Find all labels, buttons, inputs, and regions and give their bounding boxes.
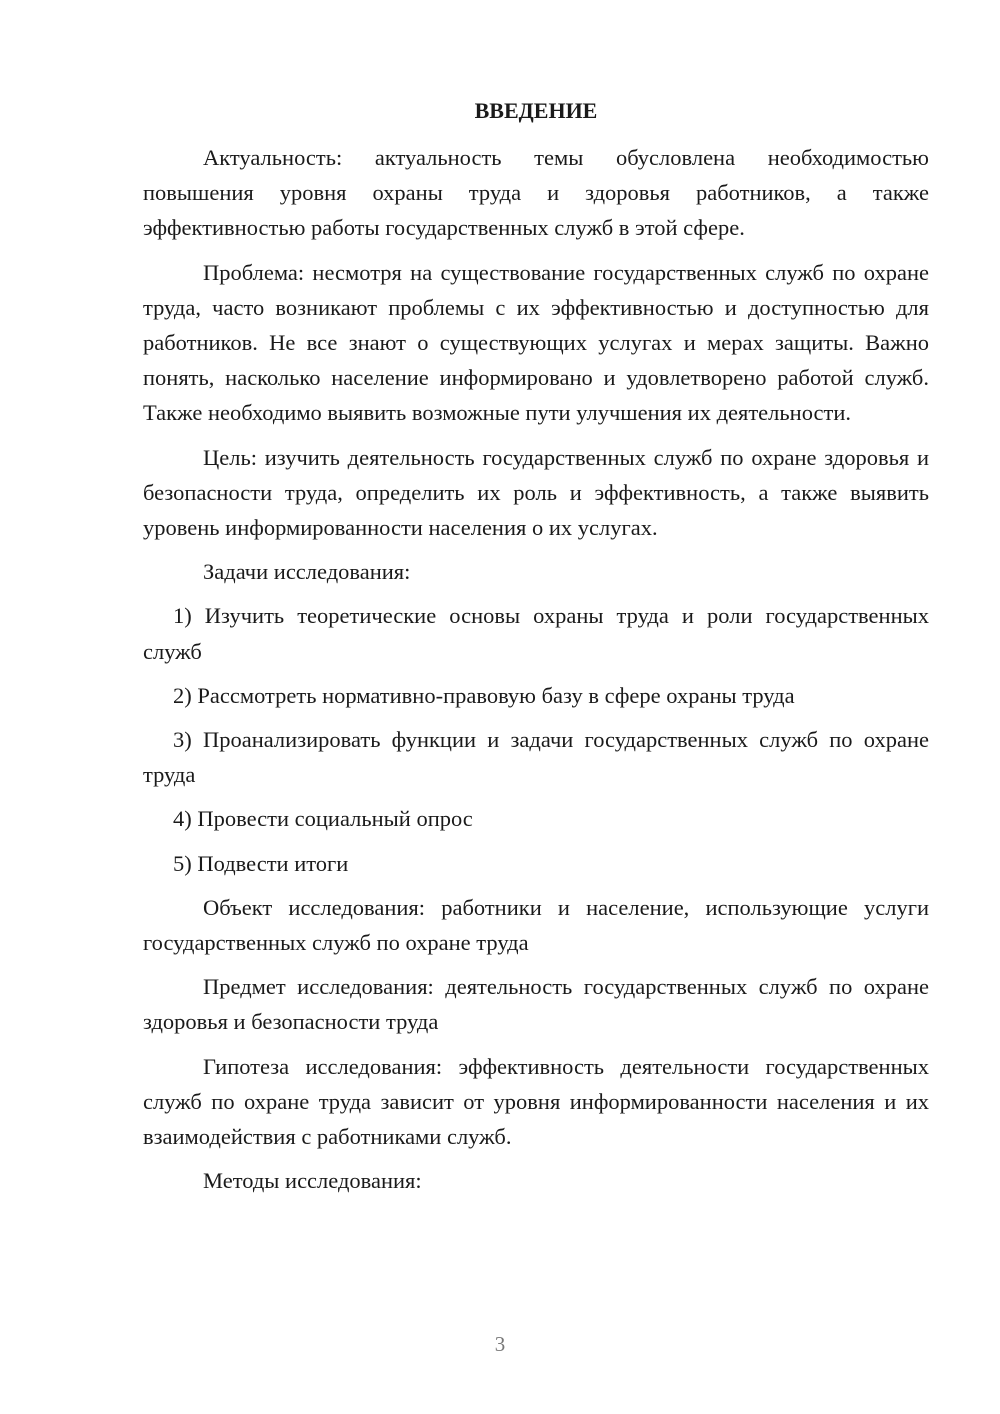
paragraph-hypothesis: Гипотеза исследования: эффективность деятельности государственных служб по охране труда зависит от уровня информированности населения и их взаимодействия с работниками служб. [143, 1053, 929, 1150]
paragraph-object: Объект исследования: работники и население, использующие услуги государственных служб по охране труда [143, 894, 929, 956]
task-item: 4) Провести социальный опрос [173, 806, 473, 832]
paragraph-problem: Проблема: несмотря на существование государственных служб по охране труда, часто возникают проблемы с их эффективностью и доступностью для работников. Не все знают о существующих услугах и мерах защиты. Важно понять, насколько население информировано и удовлетворено работой служб. Также необходимо выявить возможные пути улучшения их деятельности. [143, 259, 929, 426]
paragraph-goal: Цель: изучить деятельность государственных служб по охране здоровья и безопасности труда, определить их роль и эффективность, а также выявить уровень информированности населения о их услугах. [143, 444, 929, 541]
paragraph-subject: Предмет исследования: деятельность государственных служб по охране здоровья и безопасности труда [143, 974, 929, 1035]
tasks-heading: Задачи исследования: [203, 559, 411, 585]
task-item: 1) Изучить теоретические основы охраны труда и роли государственных служб [143, 603, 929, 664]
paragraph-relevance: Актуальность: актуальность темы обусловлена необходимостью повышения уровня охраны труда и здоровья работников, а также эффективностью работы государственных служб в этой сфере. [143, 145, 929, 241]
task-item: 2) Рассмотреть нормативно-правовую базу в сфере охраны труда [173, 682, 795, 708]
task-item: 5) Подвести итоги [173, 850, 349, 876]
page-number: 3 [494, 1332, 506, 1356]
paragraph-methods: Методы исследования: [203, 1168, 422, 1194]
page-content [143, 96, 929, 1207]
section-title: ВВЕДЕНИЕ [474, 98, 598, 123]
task-item: 3) Проанализировать функции и задачи государственных служб по охране труда [143, 727, 929, 788]
